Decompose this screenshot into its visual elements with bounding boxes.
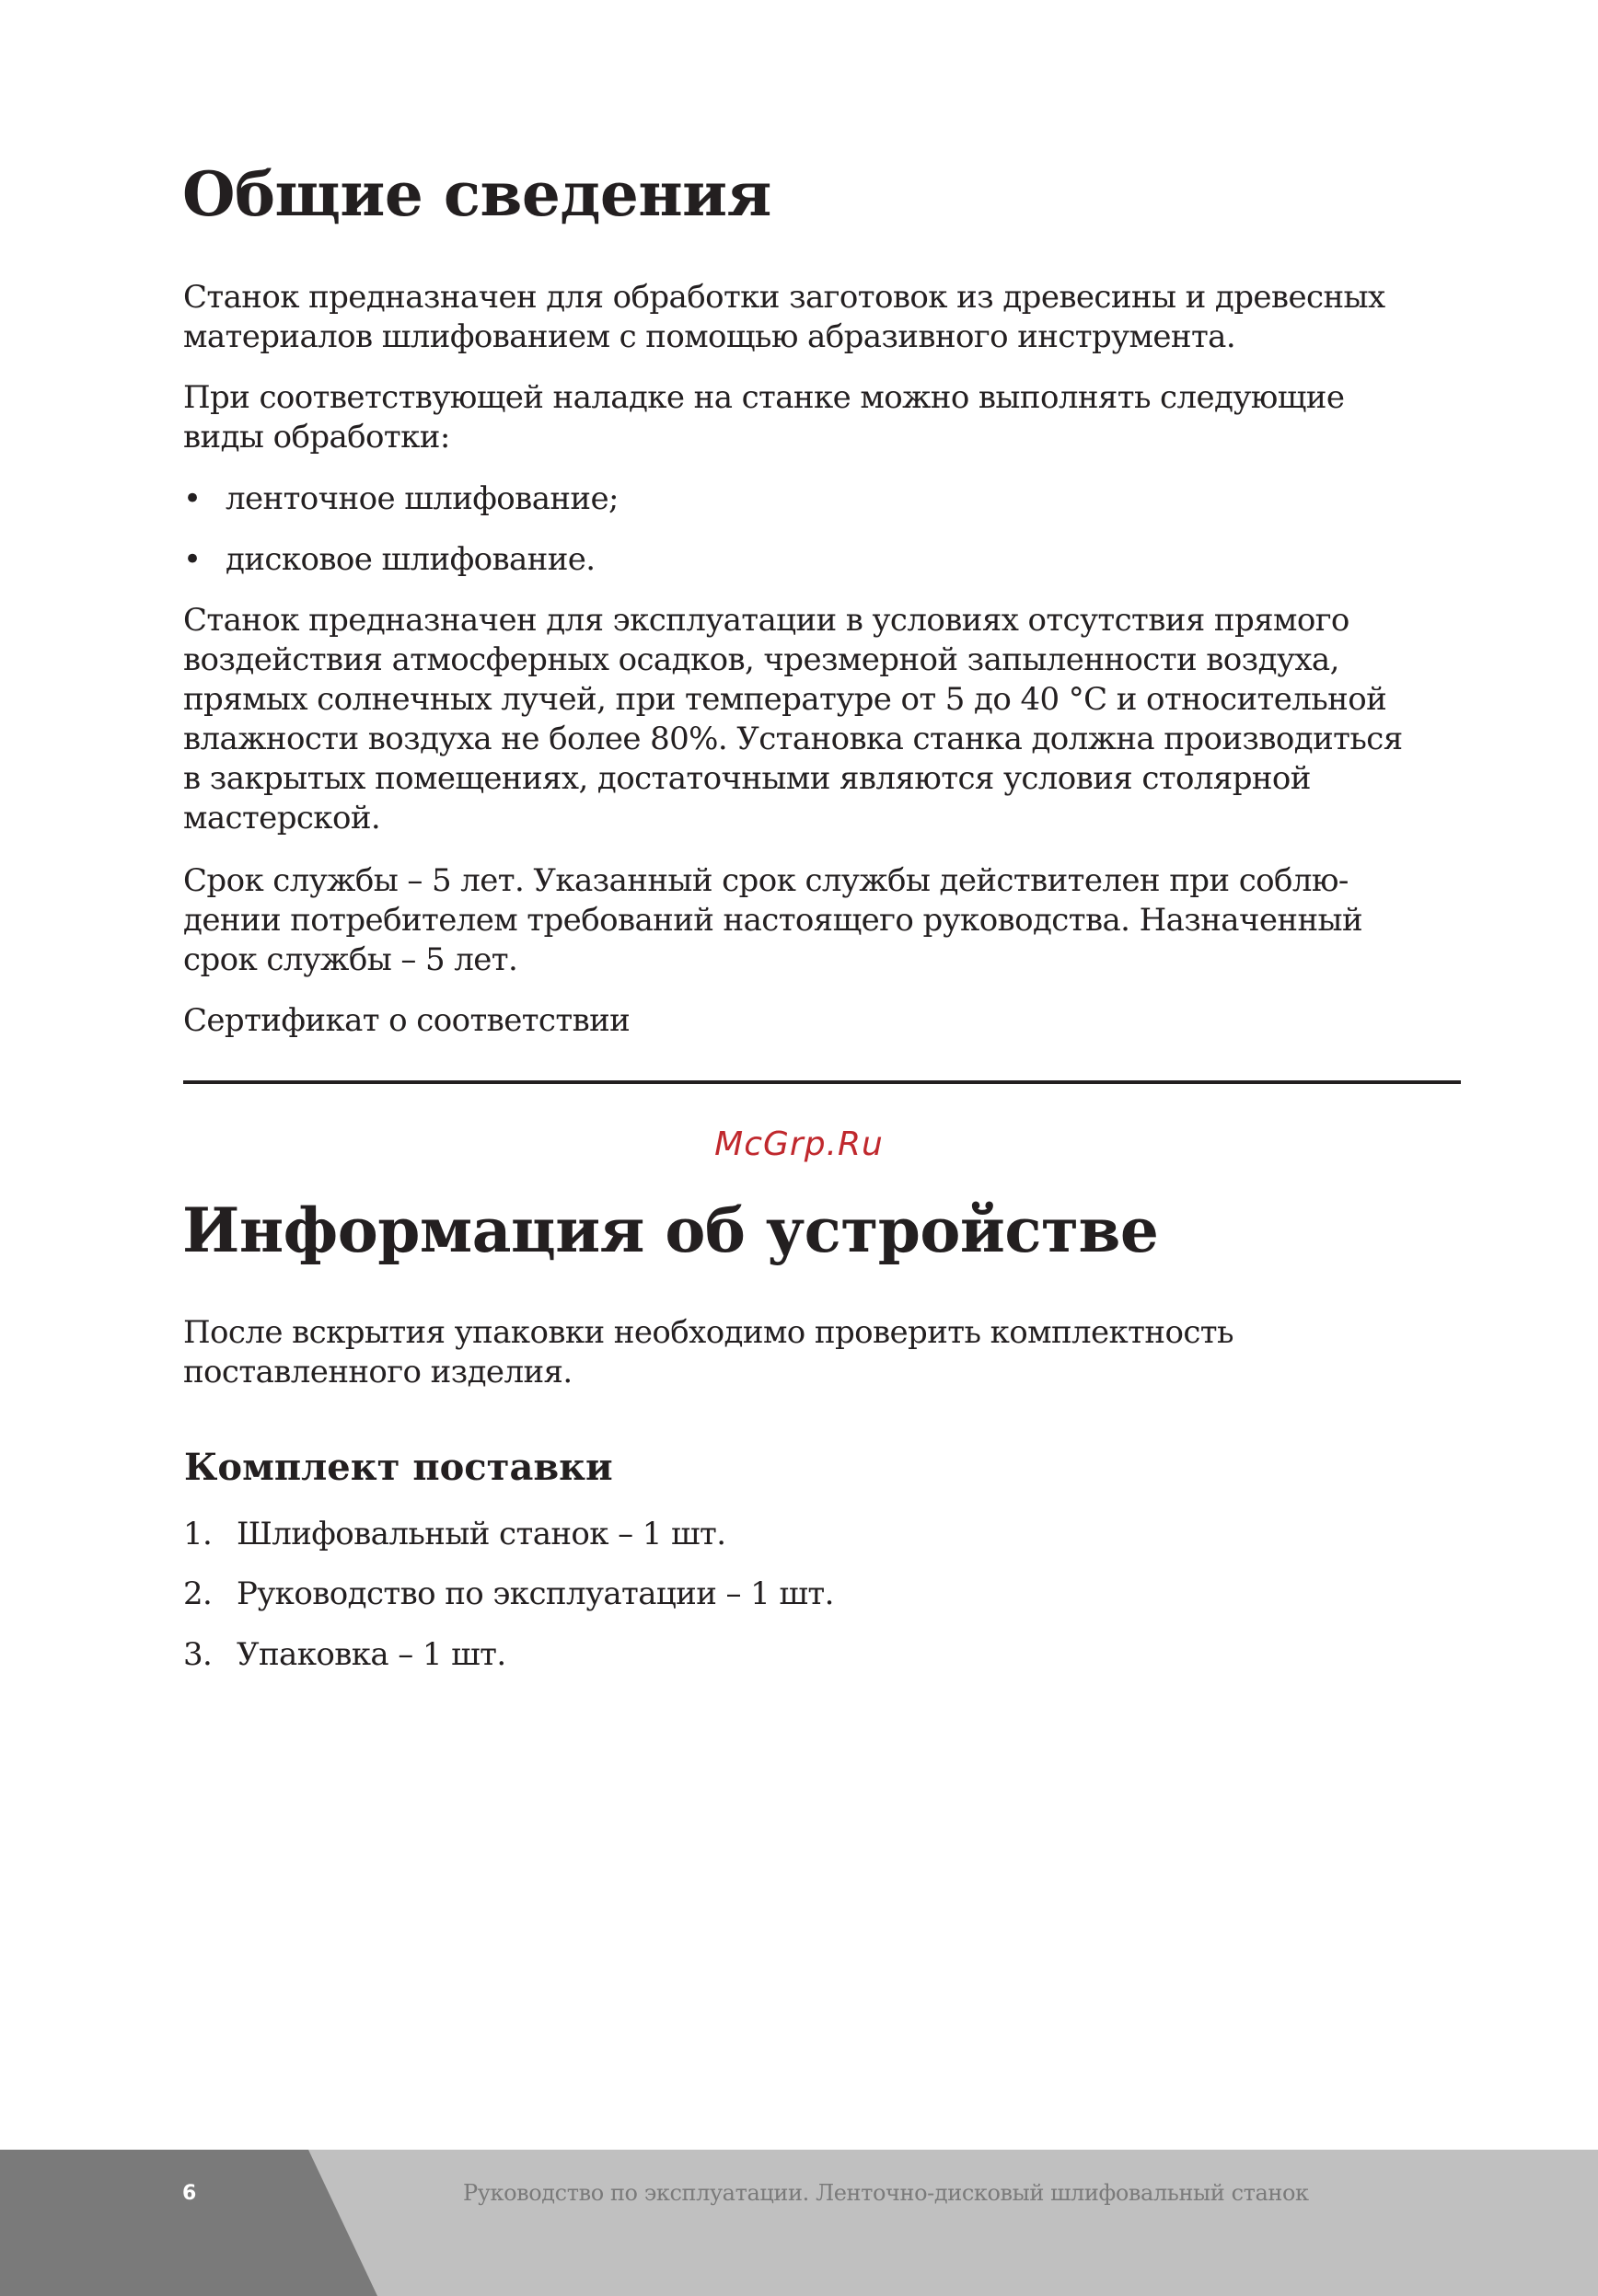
- paragraph-line: поставленного изделия.: [183, 1354, 573, 1390]
- paragraph-line: воздействия атмосферных осадков, чрезмерной запыленности воздуха,: [183, 641, 1339, 678]
- paragraph-line: мастерской.: [183, 800, 381, 836]
- paragraph-line: влажности воздуха не более 80%. Установка станка должна производиться: [183, 721, 1403, 757]
- paragraph-line: Станок предназначен для обработки заготовок из древесины и древесных: [183, 279, 1385, 316]
- paragraph-line: материалов шлифованием с помощью абразивного инструмента.: [183, 318, 1236, 355]
- paragraph-check-package: [183, 1313, 1472, 1392]
- list-item: [183, 1515, 725, 1554]
- paragraph-line: Сертификат о соответствии: [183, 1002, 631, 1039]
- list-item-text: ленточное шлифование;: [226, 480, 619, 517]
- paragraph-line: Станок предназначен для эксплуатации в условиях отсутствия прямого: [183, 602, 1349, 639]
- list-item-number: 2.: [183, 1575, 213, 1612]
- paragraph-operating-conditions: [183, 601, 1472, 838]
- bullet-marker: •: [183, 541, 202, 578]
- section-title-device-info: Информация об устройстве: [182, 1194, 1159, 1266]
- paragraph-line: Срок службы – 5 лет. Указанный срок службы действителен при соблю-: [183, 862, 1349, 899]
- page-footer: [0, 2150, 1598, 2296]
- list-item-text: Руководство по эксплуатации – 1 шт.: [237, 1575, 834, 1612]
- section-divider: [183, 1080, 1461, 1084]
- list-item-text: Шлифовальный станок – 1 шт.: [237, 1516, 726, 1552]
- list-item: [183, 479, 619, 519]
- paragraph-line: дении потребителем требований настоящего руководства. Назначенный: [183, 902, 1363, 939]
- paragraph-service-life: [183, 861, 1472, 980]
- paragraph-line: При соответствующей наладке на станке можно выполнять следующие: [183, 379, 1345, 416]
- subsection-title-delivery-set: Комплект поставки: [184, 1446, 613, 1489]
- paragraph-line: срок службы – 5 лет.: [183, 941, 518, 978]
- list-item: [183, 1575, 834, 1614]
- paragraph-line: виды обработки:: [183, 419, 450, 456]
- paragraph-line: в закрытых помещениях, достаточными являются условия столярной: [183, 760, 1311, 797]
- section-title-general: Общие сведения: [182, 158, 771, 230]
- list-item-text: дисковое шлифование.: [226, 541, 596, 578]
- list-item: [183, 1635, 506, 1675]
- list-item-number: 1.: [183, 1516, 213, 1552]
- paragraph-purpose: [183, 278, 1472, 357]
- paragraph-line: После вскрытия упаковки необходимо проверить комплектность: [183, 1314, 1233, 1351]
- paragraph-certificate: [183, 1001, 1472, 1041]
- footer-document-title: Руководство по эксплуатации. Ленточно-дисковый шлифовальный станок: [463, 2180, 1309, 2206]
- paragraph-line: прямых солнечных лучей, при температуре от 5 до 40 °С и относительной: [183, 681, 1387, 718]
- list-item: [183, 540, 596, 580]
- list-item-number: 3.: [183, 1636, 213, 1673]
- footer-accent-block: [0, 2150, 377, 2296]
- watermark: McGrp.Ru: [714, 1125, 884, 1163]
- paragraph-processing-types: [183, 378, 1472, 457]
- page-number: 6: [182, 2182, 197, 2205]
- list-item-text: Упаковка – 1 шт.: [237, 1636, 506, 1673]
- bullet-marker: •: [183, 480, 202, 517]
